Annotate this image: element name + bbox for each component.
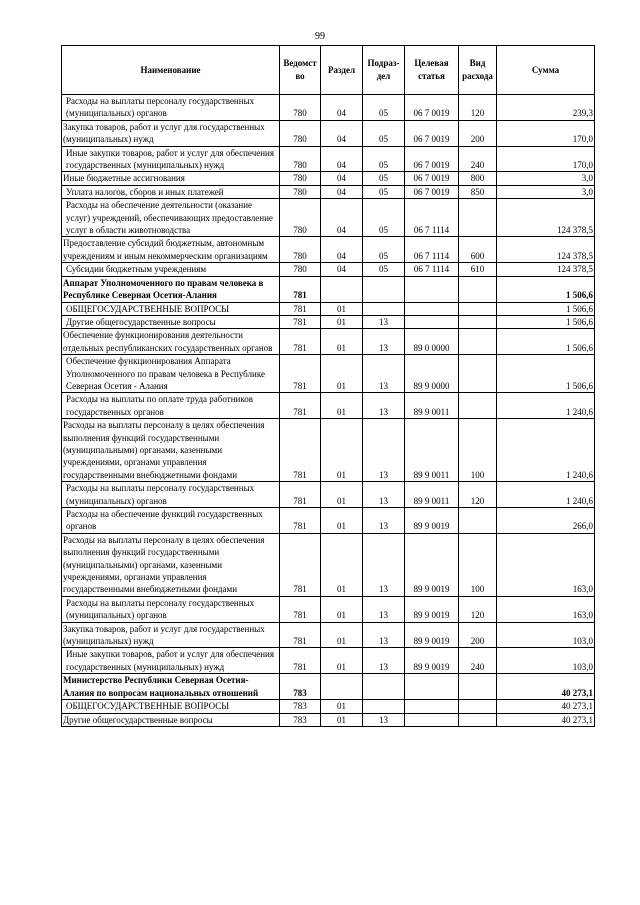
table-cell-dept: 781 <box>280 533 321 596</box>
table-cell-section: 01 <box>321 622 363 648</box>
table-cell-section: 04 <box>321 95 363 121</box>
table-cell-exp-type: 120 <box>459 95 497 121</box>
table-cell-sum: 1 240,6 <box>497 482 595 508</box>
table-cell-target: 06 7 0019 <box>405 146 459 172</box>
table-cell-subsection: 05 <box>363 172 405 185</box>
table-cell-section: 01 <box>321 508 363 534</box>
table-cell-dept: 783 <box>280 700 321 713</box>
table-cell-name: Закупка товаров, работ и услуг для государственных (муниципальных) нужд <box>62 120 280 146</box>
table-cell-name: Закупка товаров, работ и услуг для государственных (муниципальных) нужд <box>62 622 280 648</box>
table-cell-subsection: 13 <box>363 648 405 674</box>
table-cell-dept: 781 <box>280 596 321 622</box>
table-cell-subsection: 13 <box>363 713 405 726</box>
table-cell-sum: 3,0 <box>497 172 595 185</box>
table-cell-section: 01 <box>321 419 363 482</box>
table-cell-exp-type: 610 <box>459 263 497 276</box>
table-cell-subsection: 13 <box>363 508 405 534</box>
table-cell-name: Расходы на выплаты персоналу государственных (муниципальных) органов <box>62 596 280 622</box>
table-row <box>62 95 595 121</box>
table-cell-name: Расходы на обеспечение деятельности (оказание услуг) учреждений, обеспечивающих предоставление услуг в области животноводства <box>62 199 280 237</box>
table-cell-name: Обеспечение функционирования Аппарата Уполномоченного по правам человека в Республике Северная Осетия - Алания <box>62 355 280 393</box>
table-row <box>62 596 595 622</box>
table-cell-sum: 3,0 <box>497 185 595 198</box>
table-cell-sum: 239,3 <box>497 95 595 121</box>
table-cell-exp-type: 120 <box>459 482 497 508</box>
table-cell-sum: 40 273,1 <box>497 674 595 700</box>
table-cell-sum: 1 506,6 <box>497 276 595 302</box>
table-cell-target <box>405 315 459 328</box>
table-cell-exp-type <box>459 199 497 237</box>
table-cell-exp-type: 850 <box>459 185 497 198</box>
table-cell-exp-type <box>459 713 497 726</box>
table-cell-section: 01 <box>321 355 363 393</box>
table-row <box>62 263 595 276</box>
table-cell-subsection: 13 <box>363 622 405 648</box>
table-row <box>62 674 595 700</box>
table-row <box>62 237 595 263</box>
table-cell-dept: 781 <box>280 393 321 419</box>
table-cell-dept: 781 <box>280 419 321 482</box>
table-cell-dept: 780 <box>280 263 321 276</box>
table-cell-subsection: 13 <box>363 482 405 508</box>
table-cell-name: ОБЩЕГОСУДАРСТВЕННЫЕ ВОПРОСЫ <box>62 700 280 713</box>
table-cell-name: Расходы на выплаты персоналу государственных (муниципальных) органов <box>62 95 280 121</box>
table-cell-exp-type: 200 <box>459 622 497 648</box>
table-cell-target: 89 9 0000 <box>405 355 459 393</box>
col-header-name: Наименование <box>62 46 280 95</box>
table-row <box>62 276 595 302</box>
table-row <box>62 315 595 328</box>
table-cell-exp-type: 100 <box>459 533 497 596</box>
table-cell-dept: 783 <box>280 713 321 726</box>
table-cell-sum: 1 506,6 <box>497 315 595 328</box>
table-cell-name: Аппарат Уполномоченного по правам человека в Республике Северная Осетия-Алания <box>62 276 280 302</box>
table-row <box>62 199 595 237</box>
col-header-subsection: Подраз- дел <box>363 46 405 95</box>
table-cell-target: 06 7 1114 <box>405 263 459 276</box>
table-cell-dept: 781 <box>280 315 321 328</box>
table-cell-target: 06 7 0019 <box>405 185 459 198</box>
table-row <box>62 355 595 393</box>
page-number: 99 <box>315 31 325 42</box>
table-cell-name: Расходы на выплаты по оплате труда работников государственных органов <box>62 393 280 419</box>
table-cell-dept: 783 <box>280 674 321 700</box>
table-cell-section: 04 <box>321 199 363 237</box>
table-cell-section: 01 <box>321 533 363 596</box>
table-cell-dept: 780 <box>280 237 321 263</box>
table-cell-name: Расходы на выплаты персоналу в целях обеспечения выполнения функций государственными (муниципальными) органами, казенными учреждениями, органами управления государственными внебюджетными фондами <box>62 533 280 596</box>
table-cell-section: 04 <box>321 185 363 198</box>
table-cell-dept: 781 <box>280 482 321 508</box>
table-cell-dept: 780 <box>280 172 321 185</box>
table-cell-target: 06 7 1114 <box>405 237 459 263</box>
table-cell-name: Другие общегосударственные вопросы <box>62 315 280 328</box>
table-cell-name: Расходы на выплаты персоналу в целях обеспечения выполнения функций государственными (муниципальными) органами, казенными учреждениями, органами управления государственными внебюджетными фондами <box>62 419 280 482</box>
table-cell-name: Другие общегосударственные вопросы <box>62 713 280 726</box>
table-cell-name: ОБЩЕГОСУДАРСТВЕННЫЕ ВОПРОСЫ <box>62 302 280 315</box>
table-row <box>62 508 595 534</box>
table-cell-subsection: 13 <box>363 355 405 393</box>
table-cell-section: 01 <box>321 302 363 315</box>
table-cell-target: 06 7 1114 <box>405 199 459 237</box>
table-cell-dept: 780 <box>280 120 321 146</box>
table-cell-subsection <box>363 700 405 713</box>
table-cell-subsection: 05 <box>363 120 405 146</box>
table-cell-target: 89 9 0019 <box>405 622 459 648</box>
table-cell-sum: 1 240,6 <box>497 419 595 482</box>
table-cell-exp-type <box>459 276 497 302</box>
table-cell-name: Расходы на выплаты персоналу государственных (муниципальных) органов <box>62 482 280 508</box>
table-row <box>62 419 595 482</box>
table-cell-subsection: 05 <box>363 185 405 198</box>
table-cell-exp-type: 240 <box>459 648 497 674</box>
table-cell-sum: 266,0 <box>497 508 595 534</box>
table-row <box>62 120 595 146</box>
table-cell-name: Иные закупки товаров, работ и услуг для обеспечения государственных (муниципальных) нужд <box>62 648 280 674</box>
table-cell-sum: 163,0 <box>497 533 595 596</box>
table-cell-section: 01 <box>321 393 363 419</box>
table-cell-section: 04 <box>321 263 363 276</box>
table-cell-sum: 163,0 <box>497 596 595 622</box>
table-cell-dept: 780 <box>280 199 321 237</box>
table-cell-subsection: 05 <box>363 237 405 263</box>
table-cell-sum: 170,0 <box>497 146 595 172</box>
table-cell-target: 89 9 0019 <box>405 596 459 622</box>
table-row <box>62 393 595 419</box>
table-cell-subsection: 05 <box>363 199 405 237</box>
table-row <box>62 302 595 315</box>
table-cell-sum: 40 273,1 <box>497 700 595 713</box>
table-cell-name: Иные бюджетные ассигнования <box>62 172 280 185</box>
table-cell-target <box>405 302 459 315</box>
table-cell-exp-type: 100 <box>459 419 497 482</box>
table-row <box>62 648 595 674</box>
header-row <box>62 46 595 95</box>
table-cell-target <box>405 674 459 700</box>
table-cell-dept: 781 <box>280 355 321 393</box>
table-cell-section <box>321 674 363 700</box>
table-cell-section: 01 <box>321 315 363 328</box>
table-cell-target: 89 9 0019 <box>405 508 459 534</box>
table-cell-exp-type <box>459 700 497 713</box>
table-cell-subsection: 05 <box>363 95 405 121</box>
col-header-sum: Сумма <box>497 46 595 95</box>
table-cell-exp-type <box>459 329 497 355</box>
table-row <box>62 172 595 185</box>
table-cell-target <box>405 700 459 713</box>
table-row <box>62 146 595 172</box>
table-cell-sum: 170,0 <box>497 120 595 146</box>
table-cell-sum: 1 240,6 <box>497 393 595 419</box>
table-row <box>62 700 595 713</box>
table-cell-target: 89 9 0011 <box>405 482 459 508</box>
table-cell-dept: 781 <box>280 302 321 315</box>
table-cell-dept: 781 <box>280 508 321 534</box>
table-cell-subsection: 13 <box>363 533 405 596</box>
table-cell-name: Министерство Республики Северная Осетия-Алания по вопросам национальных отношений <box>62 674 280 700</box>
table-cell-target: 89 9 0011 <box>405 393 459 419</box>
table-cell-dept: 780 <box>280 95 321 121</box>
table-cell-name: Субсидии бюджетным учреждениям <box>62 263 280 276</box>
table-cell-subsection: 13 <box>363 419 405 482</box>
table-cell-exp-type: 200 <box>459 120 497 146</box>
table-cell-exp-type <box>459 355 497 393</box>
col-header-target: Целевая статья <box>405 46 459 95</box>
table-cell-target: 89 9 0019 <box>405 533 459 596</box>
table-cell-name: Уплата налогов, сборов и иных платежей <box>62 185 280 198</box>
table-cell-target <box>405 713 459 726</box>
table-cell-section: 04 <box>321 237 363 263</box>
table-row <box>62 713 595 726</box>
table-cell-section: 04 <box>321 120 363 146</box>
table-cell-exp-type <box>459 393 497 419</box>
col-header-section: Раздел <box>321 46 363 95</box>
table-cell-target: 89 9 0019 <box>405 648 459 674</box>
col-header-dept: Ведомст во <box>280 46 321 95</box>
table-cell-subsection: 13 <box>363 596 405 622</box>
table-cell-section: 01 <box>321 482 363 508</box>
table-cell-sum: 40 273,1 <box>497 713 595 726</box>
table-cell-exp-type: 240 <box>459 146 497 172</box>
table-row <box>62 533 595 596</box>
table-cell-subsection <box>363 276 405 302</box>
table-cell-target: 89 9 0011 <box>405 419 459 482</box>
table-cell-subsection: 13 <box>363 393 405 419</box>
table-cell-subsection: 13 <box>363 329 405 355</box>
table-cell-sum: 103,0 <box>497 648 595 674</box>
table-cell-exp-type <box>459 674 497 700</box>
budget-table <box>61 45 595 727</box>
table-cell-dept: 781 <box>280 622 321 648</box>
table-cell-name: Иные закупки товаров, работ и услуг для обеспечения государственных (муниципальных) нужд <box>62 146 280 172</box>
table-cell-dept: 781 <box>280 329 321 355</box>
table-cell-subsection: 05 <box>363 263 405 276</box>
table-cell-dept: 781 <box>280 648 321 674</box>
table-cell-sum: 103,0 <box>497 622 595 648</box>
table-cell-subsection: 05 <box>363 146 405 172</box>
table-cell-section: 01 <box>321 700 363 713</box>
table-cell-section: 01 <box>321 329 363 355</box>
table-cell-section: 01 <box>321 596 363 622</box>
table-row <box>62 482 595 508</box>
table-row <box>62 329 595 355</box>
table-cell-exp-type <box>459 508 497 534</box>
col-header-exp-type: Вид расхода <box>459 46 497 95</box>
table-cell-dept: 780 <box>280 185 321 198</box>
table-cell-subsection: 13 <box>363 315 405 328</box>
table-cell-sum: 124 378,5 <box>497 263 595 276</box>
table-cell-exp-type <box>459 302 497 315</box>
table-cell-section <box>321 276 363 302</box>
table-cell-dept: 780 <box>280 146 321 172</box>
table-cell-sum: 124 378,5 <box>497 199 595 237</box>
table-cell-exp-type: 800 <box>459 172 497 185</box>
table-cell-section: 04 <box>321 172 363 185</box>
table-cell-target: 06 7 0019 <box>405 120 459 146</box>
table-cell-name: Расходы на обеспечение функций государственных органов <box>62 508 280 534</box>
table-row <box>62 185 595 198</box>
table-cell-subsection <box>363 302 405 315</box>
table-cell-subsection <box>363 674 405 700</box>
table-cell-target <box>405 276 459 302</box>
table-cell-exp-type: 600 <box>459 237 497 263</box>
table-cell-section: 01 <box>321 713 363 726</box>
table-cell-sum: 124 378,5 <box>497 237 595 263</box>
table-cell-target: 06 7 0019 <box>405 172 459 185</box>
table-row <box>62 622 595 648</box>
table-cell-target: 89 0 0000 <box>405 329 459 355</box>
table-cell-sum: 1 506,6 <box>497 355 595 393</box>
table-cell-exp-type <box>459 315 497 328</box>
table-cell-section: 04 <box>321 146 363 172</box>
table-cell-dept: 781 <box>280 276 321 302</box>
table-cell-sum: 1 506,6 <box>497 329 595 355</box>
table-cell-name: Предоставление субсидий бюджетным, автономным учреждениям и иным некоммерческим организациям <box>62 237 280 263</box>
table-cell-name: Обеспечение функционирования деятельности отдельных республиканских государственных органов <box>62 329 280 355</box>
table-cell-exp-type: 120 <box>459 596 497 622</box>
table-cell-sum: 1 506,6 <box>497 302 595 315</box>
table-cell-section: 01 <box>321 648 363 674</box>
table-cell-target: 06 7 0019 <box>405 95 459 121</box>
